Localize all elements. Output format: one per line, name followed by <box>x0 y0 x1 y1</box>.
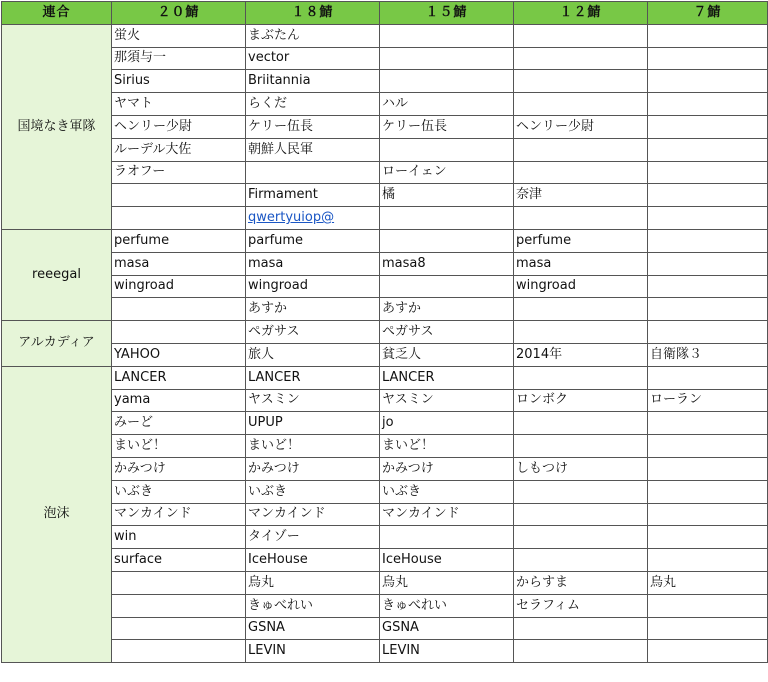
cell-server-7 <box>648 70 768 93</box>
header-server-18: １８鯖 <box>246 2 380 25</box>
cell-server-20: YAHOO <box>112 343 246 366</box>
cell-server-18: あすか <box>246 298 380 321</box>
table-row <box>2 24 768 47</box>
cell-server-15: GSNA <box>380 617 514 640</box>
cell-server-20: いぶき <box>112 480 246 503</box>
cell-server-18: masa <box>246 252 380 275</box>
cell-server-18: parfume <box>246 229 380 252</box>
cell-server-7: ローラン <box>648 389 768 412</box>
cell-server-15: ケリー伍長 <box>380 115 514 138</box>
header-server-12: １２鯖 <box>514 2 648 25</box>
cell-server-12 <box>514 412 648 435</box>
cell-server-20: みーど <box>112 412 246 435</box>
header-row <box>2 2 768 25</box>
cell-server-7 <box>648 93 768 116</box>
cell-server-15 <box>380 229 514 252</box>
table-row <box>2 571 768 594</box>
cell-server-20: かみつけ <box>112 457 246 480</box>
table-row <box>2 594 768 617</box>
cell-server-7 <box>648 480 768 503</box>
cell-server-12: 2014年 <box>514 343 648 366</box>
alliance-name: アルカディア <box>2 321 112 367</box>
cell-server-18: いぶき <box>246 480 380 503</box>
cell-server-7 <box>648 229 768 252</box>
cell-server-7 <box>648 115 768 138</box>
header-server-7: ７鯖 <box>648 2 768 25</box>
cell-server-18: タイゾー <box>246 526 380 549</box>
cell-server-20 <box>112 640 246 663</box>
cell-server-12: masa <box>514 252 648 275</box>
cell-server-7 <box>648 457 768 480</box>
cell-server-12 <box>514 549 648 572</box>
cell-server-18: まぶたん <box>246 24 380 47</box>
cell-server-18: ペガサス <box>246 321 380 344</box>
cell-server-15: あすか <box>380 298 514 321</box>
cell-server-20 <box>112 571 246 594</box>
table-row <box>2 115 768 138</box>
cell-server-12 <box>514 298 648 321</box>
table-row <box>2 321 768 344</box>
cell-server-7 <box>648 252 768 275</box>
cell-server-18: LEVIN <box>246 640 380 663</box>
cell-server-20: ルーデル大佐 <box>112 138 246 161</box>
cell-server-7 <box>648 503 768 526</box>
cell-server-12: ロンボク <box>514 389 648 412</box>
cell-server-12: ヘンリー少尉 <box>514 115 648 138</box>
cell-server-15: ローイェン <box>380 161 514 184</box>
cell-server-18: Firmament <box>246 184 380 207</box>
cell-server-20 <box>112 594 246 617</box>
cell-server-15 <box>380 70 514 93</box>
cell-server-18: ヤスミン <box>246 389 380 412</box>
cell-server-7: 自衛隊３ <box>648 343 768 366</box>
table-row <box>2 93 768 116</box>
table-row <box>2 366 768 389</box>
cell-server-7 <box>648 526 768 549</box>
player-link[interactable]: qwertyuiop@ <box>248 210 335 226</box>
cell-server-20: まいど！ <box>112 435 246 458</box>
table-row <box>2 412 768 435</box>
cell-server-12 <box>514 321 648 344</box>
table-row <box>2 389 768 412</box>
cell-server-20: ヤマト <box>112 93 246 116</box>
cell-server-18: 烏丸 <box>246 571 380 594</box>
table-row <box>2 184 768 207</box>
table-row <box>2 526 768 549</box>
cell-server-12 <box>514 526 648 549</box>
cell-server-18 <box>246 207 380 230</box>
table-row <box>2 252 768 275</box>
cell-server-15 <box>380 138 514 161</box>
table-body <box>2 24 768 662</box>
cell-server-15: LANCER <box>380 366 514 389</box>
cell-server-20 <box>112 184 246 207</box>
cell-server-7 <box>648 594 768 617</box>
cell-server-18: IceHouse <box>246 549 380 572</box>
cell-server-20: マンカインド <box>112 503 246 526</box>
cell-server-7 <box>648 184 768 207</box>
cell-server-12 <box>514 161 648 184</box>
cell-server-7 <box>648 298 768 321</box>
cell-server-18: マンカインド <box>246 503 380 526</box>
cell-server-18: かみつけ <box>246 457 380 480</box>
alliance-name: reeegal <box>2 229 112 320</box>
cell-server-12: 奈津 <box>514 184 648 207</box>
cell-server-7 <box>648 138 768 161</box>
cell-server-12: perfume <box>514 229 648 252</box>
cell-server-15 <box>380 526 514 549</box>
cell-server-12 <box>514 435 648 458</box>
cell-server-18: wingroad <box>246 275 380 298</box>
cell-server-12 <box>514 503 648 526</box>
cell-server-20: Sirius <box>112 70 246 93</box>
cell-server-12 <box>514 617 648 640</box>
alliance-name: 泡沫 <box>2 366 112 662</box>
cell-server-20: 那須与一 <box>112 47 246 70</box>
cell-server-15: IceHouse <box>380 549 514 572</box>
server-member-table <box>1 1 768 663</box>
cell-server-18 <box>246 161 380 184</box>
cell-server-18: GSNA <box>246 617 380 640</box>
table-row <box>2 70 768 93</box>
cell-server-7 <box>648 366 768 389</box>
cell-server-20: 蛍火 <box>112 24 246 47</box>
cell-server-15 <box>380 275 514 298</box>
cell-server-18: きゅべれい <box>246 594 380 617</box>
cell-server-15: LEVIN <box>380 640 514 663</box>
cell-server-7 <box>648 161 768 184</box>
table-row <box>2 640 768 663</box>
cell-server-15: 橘 <box>380 184 514 207</box>
cell-server-15: 烏丸 <box>380 571 514 594</box>
cell-server-12 <box>514 93 648 116</box>
cell-server-20: win <box>112 526 246 549</box>
cell-server-15 <box>380 24 514 47</box>
cell-server-7 <box>648 47 768 70</box>
cell-server-12: セラフィム <box>514 594 648 617</box>
cell-server-20: LANCER <box>112 366 246 389</box>
cell-server-12 <box>514 480 648 503</box>
cell-server-15: masa8 <box>380 252 514 275</box>
cell-server-7 <box>648 640 768 663</box>
cell-server-12 <box>514 207 648 230</box>
table-row <box>2 457 768 480</box>
table-row <box>2 480 768 503</box>
cell-server-12 <box>514 24 648 47</box>
cell-server-7 <box>648 412 768 435</box>
table-row <box>2 617 768 640</box>
cell-server-12: wingroad <box>514 275 648 298</box>
cell-server-20 <box>112 617 246 640</box>
cell-server-15: jo <box>380 412 514 435</box>
cell-server-15: いぶき <box>380 480 514 503</box>
cell-server-20: ヘンリー少尉 <box>112 115 246 138</box>
cell-server-20: yama <box>112 389 246 412</box>
cell-server-7 <box>648 24 768 47</box>
cell-server-18: らくだ <box>246 93 380 116</box>
cell-server-18: Briitannia <box>246 70 380 93</box>
cell-server-18: 旅人 <box>246 343 380 366</box>
table-row <box>2 298 768 321</box>
cell-server-18: UPUP <box>246 412 380 435</box>
table-row <box>2 503 768 526</box>
cell-server-7 <box>648 321 768 344</box>
cell-server-15: かみつけ <box>380 457 514 480</box>
table-row <box>2 229 768 252</box>
cell-server-18: 朝鮮人民軍 <box>246 138 380 161</box>
cell-server-20 <box>112 321 246 344</box>
cell-server-18: LANCER <box>246 366 380 389</box>
cell-server-15: マンカインド <box>380 503 514 526</box>
cell-server-18: ケリー伍長 <box>246 115 380 138</box>
table-row <box>2 549 768 572</box>
table-row <box>2 275 768 298</box>
cell-server-15: きゅべれい <box>380 594 514 617</box>
cell-server-15: まいど！ <box>380 435 514 458</box>
table-row <box>2 161 768 184</box>
table-row <box>2 435 768 458</box>
table-row <box>2 207 768 230</box>
cell-server-7 <box>648 275 768 298</box>
cell-server-12 <box>514 640 648 663</box>
cell-server-20: wingroad <box>112 275 246 298</box>
table-row <box>2 138 768 161</box>
cell-server-20 <box>112 298 246 321</box>
cell-server-12 <box>514 70 648 93</box>
cell-server-15: ペガサス <box>380 321 514 344</box>
cell-server-20: perfume <box>112 229 246 252</box>
header-server-15: １５鯖 <box>380 2 514 25</box>
cell-server-15 <box>380 47 514 70</box>
cell-server-7 <box>648 207 768 230</box>
alliance-name: 国境なき軍隊 <box>2 24 112 229</box>
header-server-20: ２０鯖 <box>112 2 246 25</box>
cell-server-7 <box>648 435 768 458</box>
cell-server-12: しもつけ <box>514 457 648 480</box>
header-alliance: 連合 <box>2 2 112 25</box>
cell-server-12 <box>514 366 648 389</box>
cell-server-18: まいど！ <box>246 435 380 458</box>
cell-server-15: ハル <box>380 93 514 116</box>
cell-server-12: からすま <box>514 571 648 594</box>
cell-server-20: ラオフー <box>112 161 246 184</box>
cell-server-7 <box>648 617 768 640</box>
cell-server-20 <box>112 207 246 230</box>
cell-server-15: ヤスミン <box>380 389 514 412</box>
table-row <box>2 47 768 70</box>
cell-server-20: surface <box>112 549 246 572</box>
cell-server-12 <box>514 138 648 161</box>
cell-server-15: 貧乏人 <box>380 343 514 366</box>
cell-server-18: vector <box>246 47 380 70</box>
cell-server-20: masa <box>112 252 246 275</box>
table-row <box>2 343 768 366</box>
cell-server-12 <box>514 47 648 70</box>
cell-server-15 <box>380 207 514 230</box>
cell-server-7: 烏丸 <box>648 571 768 594</box>
cell-server-7 <box>648 549 768 572</box>
